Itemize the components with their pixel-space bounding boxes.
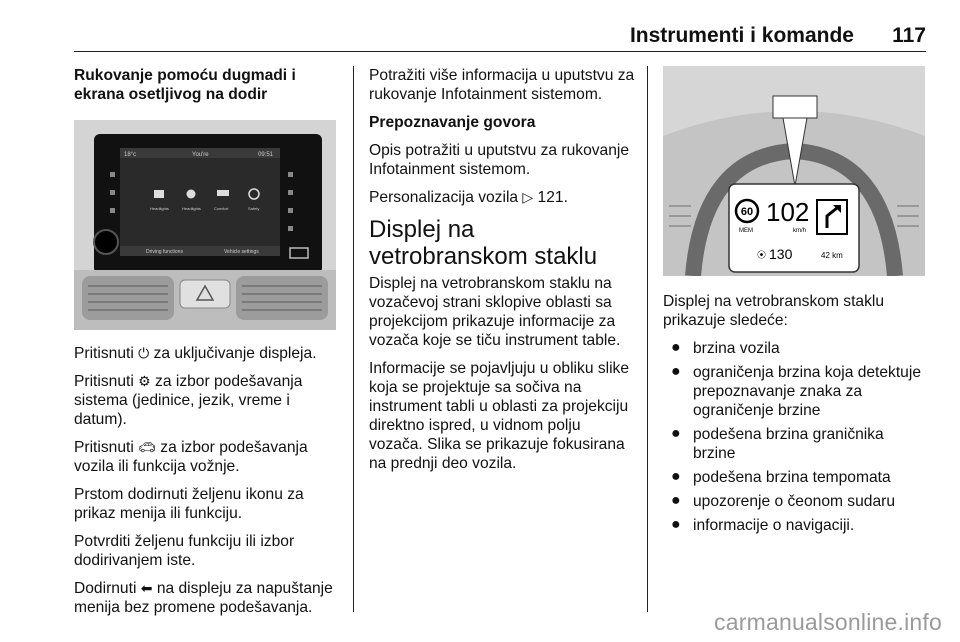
- gear-icon: ⚙: [138, 373, 151, 389]
- paragraph-personalization: Personalizacija vozila ▷ 121.: [369, 189, 568, 206]
- page-ref-icon: ▷: [522, 189, 534, 205]
- watermark: carmanualsonline.info: [714, 609, 942, 635]
- header-title: Instrumenti i komande: [629, 24, 854, 47]
- power-icon: ⏻: [138, 345, 150, 361]
- screen-icon-label-4: Safety: [248, 206, 260, 211]
- car-icon: 🚗︎: [138, 439, 156, 455]
- paragraph-hud-shows: Displej na vetrobranskom staklu prikazuje sledeće:: [663, 293, 885, 329]
- hud-speed-limit: 60: [740, 206, 754, 218]
- hud-info-list: [663, 339, 928, 535]
- hud-figure: [663, 66, 925, 276]
- screen-icon-label-2: Headlights: [182, 206, 201, 211]
- column-1: [74, 66, 344, 626]
- paragraph-settings: Pritisnuti ⚙ za izbor podešavanja sistema (jedinice, jezik, vreme i datum).: [74, 373, 303, 428]
- paragraph-voice: Opis potražiti u uputstvu za rukovanje Infotainment sistemom.: [369, 142, 630, 178]
- list-item: ● podešena brzina tempomata: [671, 468, 891, 486]
- hud-mem: MEM: [739, 228, 753, 234]
- page-number: 117: [892, 24, 926, 47]
- header-rule: [74, 51, 926, 52]
- screen-status-mid: You're: [192, 152, 209, 158]
- list-item: ● upozorenje o čeonom sudaru: [671, 492, 895, 510]
- back-arrow-icon: ⬅: [140, 580, 153, 596]
- list-item: ● ograničenja brzina koja detektuje prepoznavanje znaka za ograničenje brzine: [671, 363, 921, 419]
- section-heading-hud: Displej na vetrobranskom staklu: [369, 216, 598, 270]
- paragraph-vehicle: Pritisnuti 🚗︎ za izbor podešavanja vozila ili funkcija vožnje.: [74, 439, 308, 475]
- hud-speed: 102: [766, 197, 810, 227]
- infotainment-figure: [74, 120, 336, 330]
- list-item: ● brzina vozila: [671, 339, 780, 357]
- list-item: ● podešena brzina graničnika brzine: [671, 425, 884, 462]
- screen-status-time: 09:51: [258, 152, 274, 158]
- column-2: [369, 66, 637, 482]
- infotainment-illustration: [74, 120, 336, 330]
- hud-illustration: [663, 66, 925, 276]
- cruise-icon: ⦿: [757, 250, 767, 260]
- hud-unit: km/h: [793, 228, 807, 234]
- subheading-voice: Prepoznavanje govora: [369, 114, 536, 131]
- paragraph-confirm: Potvrditi željenu funkciju ili izbor dodirivanjem iste.: [74, 533, 295, 569]
- column-3: [663, 66, 928, 540]
- list-item: ● informacije o navigaciji.: [671, 516, 855, 534]
- column-divider-1: [353, 66, 354, 612]
- paragraph-more-info: Potražiti više informacija u uputstvu za rukovanje Infotainment sistemom.: [369, 67, 635, 103]
- hud-cruise-speed: 130: [769, 246, 793, 262]
- paragraph-touch: Prstom dodirnuti željenu ikonu za prikaz menija ili funkciju.: [74, 486, 304, 522]
- paragraph-power: Pritisnuti ⏻ za uključivanje displeja.: [74, 345, 317, 362]
- page-header: [74, 24, 926, 50]
- column-divider-2: [647, 66, 648, 612]
- screen-footer-left: Driving functions: [146, 249, 183, 255]
- section-heading: Rukovanje pomoću dugmadi i ekrana osetljivog na dodir: [74, 67, 296, 103]
- screen-status-left: 18°c: [124, 152, 137, 158]
- paragraph-hud-info: Informacije se pojavljuju u obliku slike koja se projektuje sa sočiva na instrument tabli u oblasti za projekciju direktno ispred, u vidnom polju vozača. Slika se prikazuje fokusirana na prednji deo vozila.: [369, 360, 630, 472]
- paragraph-back: Dodirnuti ⬅ na displeju za napuštanje menija bez promene podešavanja.: [74, 580, 333, 616]
- screen-icon-label-3: Comfort: [214, 206, 229, 211]
- screen-icon-label-1: Headlights: [150, 206, 169, 211]
- paragraph-hud-desc: Displej na vetrobranskom staklu na vozačevoj strani sklopive oblasti sa projekcijom prikazuje informacije za vozača koje se tiču instrument table.: [369, 275, 621, 349]
- screen-footer-right: Vehicle settings: [224, 249, 259, 255]
- hud-distance: 42 km: [821, 251, 843, 260]
